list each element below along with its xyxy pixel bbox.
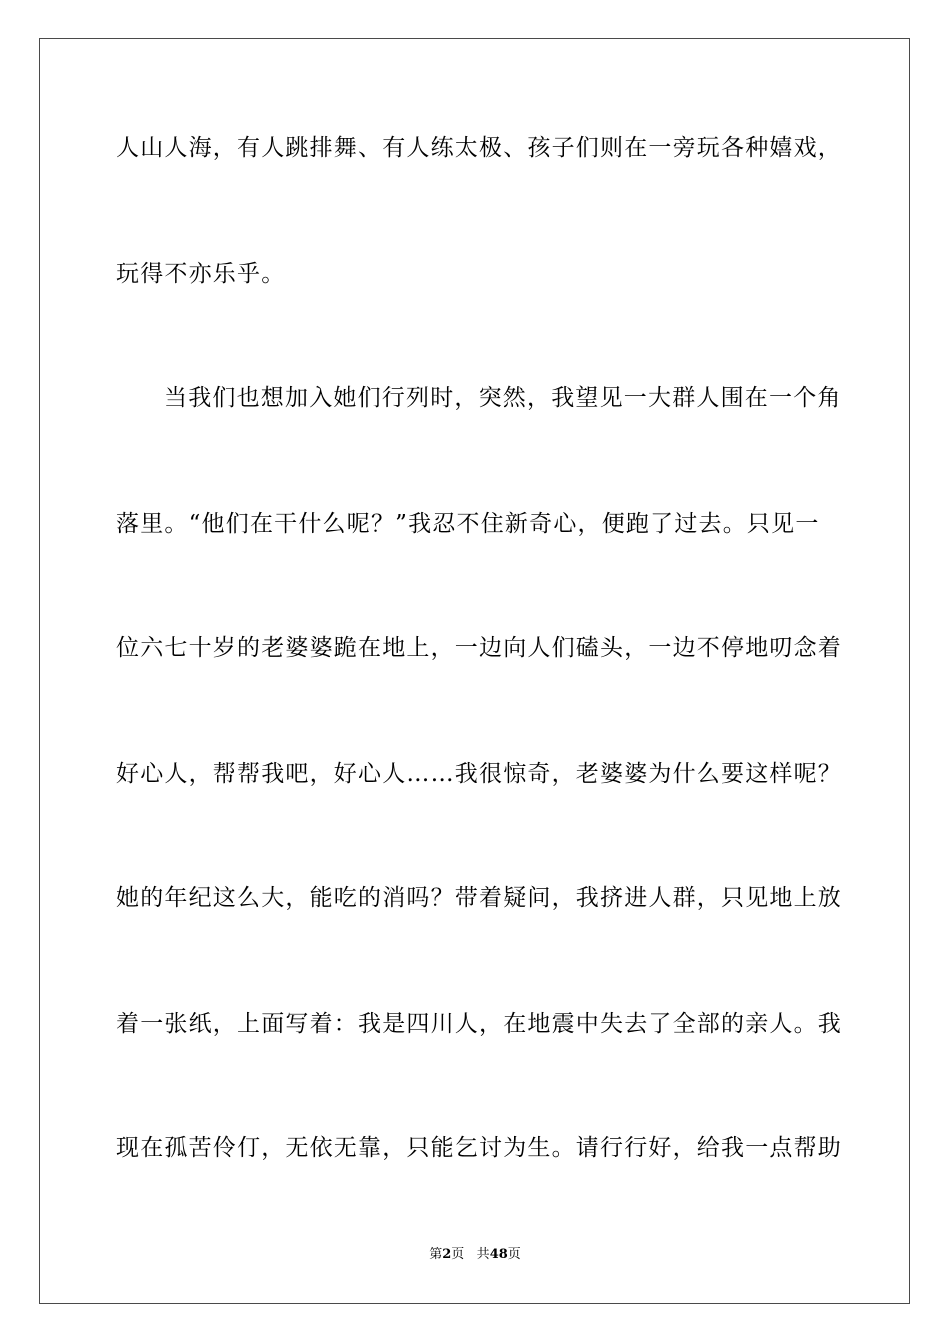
paragraph-line-5: 位六七十岁的老婆婆跪在地上，一边向人们磕头，一边不停地叨念着 [116, 635, 842, 661]
paragraph-line-4: 落里。“他们在干什么呢？”我忍不住新奇心，便跑了过去。只见一 [116, 511, 820, 537]
paragraph-line-2: 玩得不亦乐乎。 [116, 261, 286, 287]
footer-total-pages: 48 [489, 1247, 508, 1262]
footer-total-prefix: 共 [476, 1247, 490, 1262]
footer-page-suffix: 页 [451, 1247, 465, 1262]
footer-total-suffix: 页 [507, 1247, 521, 1262]
paragraph-line-3: 当我们也想加入她们行列时，突然，我望见一大群人围在一个角 [164, 385, 842, 411]
footer-page-prefix: 第 [429, 1247, 443, 1262]
paragraph-line-9: 现在孤苦伶仃，无依无靠，只能乞讨为生。请行行好，给我一点帮助 [116, 1135, 842, 1161]
paragraph-line-7: 她的年纪这么大，能吃的消吗？带着疑问，我挤进人群，只见地上放 [116, 885, 842, 911]
page-footer [0, 1246, 950, 1264]
paragraph-line-1: 人山人海，有人跳排舞、有人练太极、孩子们则在一旁玩各种嬉戏， [116, 135, 842, 161]
page-frame [39, 38, 910, 1304]
footer-page-number: 2 [442, 1247, 452, 1262]
paragraph-line-8: 着一张纸，上面写着：我是四川人，在地震中失去了全部的亲人。我 [116, 1011, 842, 1037]
paragraph-line-6: 好心人，帮帮我吧，好心人……我很惊奇，老婆婆为什么要这样呢？ [116, 761, 842, 787]
